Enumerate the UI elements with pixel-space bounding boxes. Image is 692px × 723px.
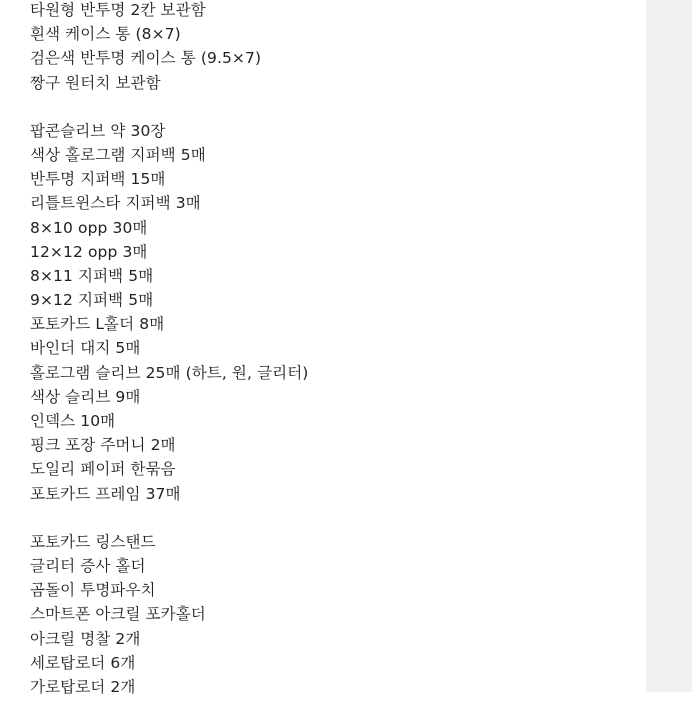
- list-item: 색상 슬리브 9매: [30, 387, 141, 406]
- list-item: 곰돌이 투명파우치: [30, 581, 156, 600]
- list-item: 글리터 증사 홀더: [30, 556, 146, 575]
- list-item: 세로탑로더 6개: [30, 653, 136, 672]
- list-item: 반투명 지퍼백 15매: [30, 170, 166, 189]
- packaging-group: [30, 119, 630, 506]
- list-item: 8×10 opp 30매: [30, 218, 148, 237]
- storage-group: [30, 0, 630, 95]
- list-item: 12×12 opp 3매: [30, 242, 148, 261]
- list-item: 아크릴 명찰 2개: [30, 629, 141, 648]
- list-item: 검은색 반투명 케이스 통 (9.5×7): [30, 49, 262, 68]
- list-item: 타원형 반투명 2칸 보관함: [30, 1, 206, 19]
- item-list: [30, 0, 630, 723]
- list-item: 포토카드 L홀더 8매: [30, 315, 165, 334]
- right-margin-strip: [646, 0, 692, 692]
- accessories-group: [30, 530, 630, 699]
- list-item: 바인더 대지 5매: [30, 339, 141, 358]
- list-item: 스마트폰 아크릴 포카홀더: [30, 605, 206, 624]
- list-item: 홀로그램 슬리브 25매 (하트, 원, 글리터): [30, 363, 309, 382]
- list-item: 인덱스 10매: [30, 412, 116, 430]
- list-item: 포토카드 링스탠드: [30, 532, 156, 551]
- list-item: 핑크 포장 주머니 2매: [30, 436, 176, 455]
- list-item: 가로탑로더 2개: [30, 677, 136, 696]
- list-item: 짱구 원터치 보관함: [30, 73, 161, 92]
- list-item: 포토카드 프레임 37매: [30, 484, 181, 503]
- list-item: 리틀트윈스타 지퍼백 3매: [30, 194, 201, 213]
- list-item: 흰색 케이스 통 (8×7): [30, 25, 181, 44]
- list-item: 8×11 지퍼백 5매: [30, 266, 154, 285]
- list-item: 도일리 페이퍼 한묶음: [30, 460, 176, 479]
- list-item: 9×12 지퍼백 5매: [30, 291, 154, 310]
- list-item: 색상 홀로그램 지퍼백 5매: [30, 145, 206, 164]
- list-item: 팝콘슬리브 약 30장: [30, 121, 166, 140]
